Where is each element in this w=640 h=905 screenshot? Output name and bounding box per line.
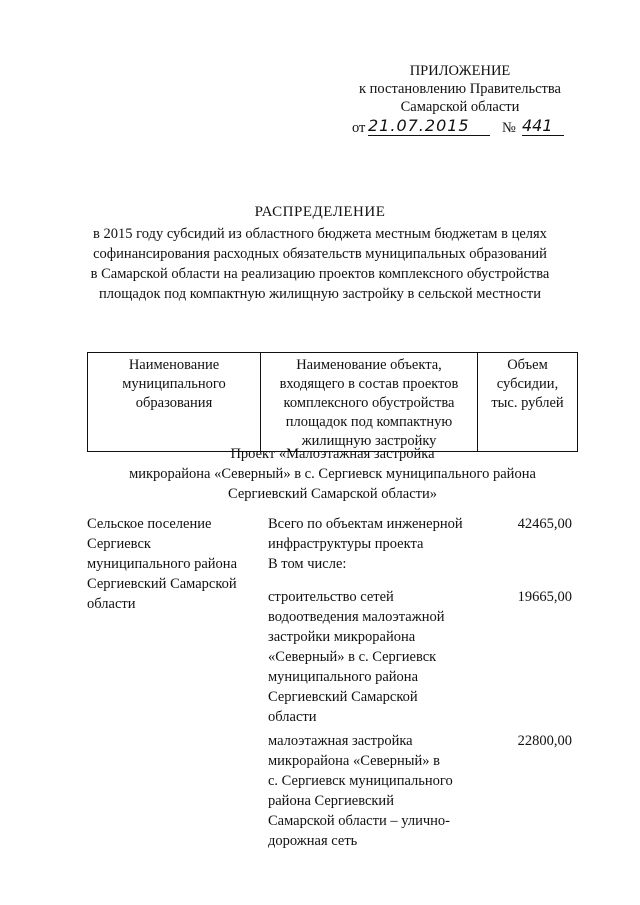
decree-date: 21.07.2015 bbox=[368, 116, 490, 136]
distribution-table-header bbox=[87, 352, 578, 452]
project-heading: Проект «Малоэтажная застройка микрорайона «Северный» в с. Сергиевск муниципального района Сергиевский Самарской области» bbox=[129, 446, 536, 502]
appendix-block bbox=[330, 62, 590, 116]
document-subtitle bbox=[60, 224, 580, 304]
object-description: малоэтажная застройка микрорайона «Северный» в с. Сергиевск муниципального района Сергиевский Самарской области – улично- дорожная сеть bbox=[268, 733, 453, 849]
number-label: № bbox=[502, 120, 516, 136]
subtitle-line: софинансирования расходных обязательств муниципальных образований bbox=[93, 246, 547, 262]
subsidy-amount: 22800,00 bbox=[517, 733, 572, 749]
decree-reference bbox=[352, 118, 567, 140]
object-description: строительство сетей водоотведения малоэтажной застройки микрорайона «Северный» в с. Сергиевск муниципального района Сергиевский Самарской области bbox=[268, 589, 445, 725]
header-cell-municipality: Наименование муниципального образования bbox=[88, 353, 261, 452]
subtitle-line: площадок под компактную жилищную застройку в сельской местности bbox=[99, 286, 541, 302]
subtitle-line: в 2015 году субсидий из областного бюджета местным бюджетам в целях bbox=[93, 226, 547, 242]
municipality-name: Сельское поселение Сергиевск муниципального района Сергиевский Самарской области bbox=[87, 516, 237, 612]
decree-number: 441 bbox=[522, 116, 564, 136]
subsidy-amount: 19665,00 bbox=[517, 589, 572, 605]
document-title: РАСПРЕДЕЛЕНИЕ bbox=[254, 204, 386, 220]
appendix-line: к постановлению Правительства bbox=[359, 81, 561, 97]
appendix-line: Самарской области bbox=[400, 99, 520, 115]
object-description: Всего по объектам инженерной инфраструктуры проекта В том числе: bbox=[268, 516, 463, 572]
header-cell-amount: Объем субсидии, тыс. рублей bbox=[478, 353, 578, 452]
subtitle-line: в Самарской области на реализацию проектов комплексного обустройства bbox=[90, 266, 550, 282]
appendix-heading: ПРИЛОЖЕНИЕ bbox=[409, 63, 511, 79]
date-label: от bbox=[352, 120, 366, 136]
header-cell-object: Наименование объекта, входящего в состав проектов комплексного обустройства площадок под компактную жилищную застройку bbox=[261, 353, 478, 452]
subsidy-amount: 42465,00 bbox=[517, 516, 572, 532]
